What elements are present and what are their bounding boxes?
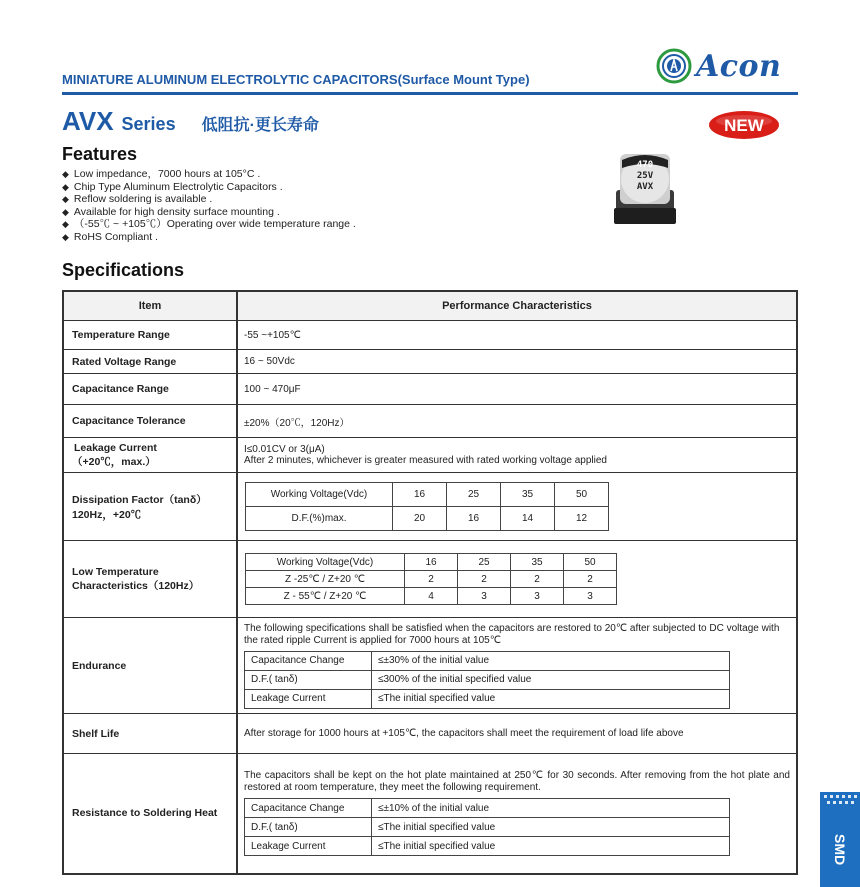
endurance-key: D.F.( tanδ): [245, 670, 372, 689]
shelf-value: After storage for 1000 hours at +105℃, the capacitors shall meet the requirement of load life above: [237, 714, 797, 754]
endurance-val: ≤300% of the initial specified value: [372, 670, 730, 689]
lowtemp-voltage: 16: [405, 554, 458, 571]
feature-item: ◆ Chip Type Aluminum Electrolytic Capacitors .: [62, 181, 356, 194]
solder-key: Capacitance Change: [245, 799, 372, 818]
table-row: [63, 714, 797, 754]
solder-value: [237, 754, 797, 874]
feature-item: ◆ Reflow soldering is available .: [62, 193, 356, 206]
solder-text: The capacitors shall be kept on the hot plate maintained at 250℃ for 30 seconds. After removing from the hot plate and restored at room temperature, they meet the following requirement.: [244, 770, 790, 794]
leakage-line-1: I≤0.01CV or 3(μA): [244, 444, 325, 455]
series-word: Series: [121, 114, 176, 134]
endurance-val: ≤±30% of the initial value: [372, 651, 730, 670]
solder-label: Resistance to Soldering Heat: [63, 754, 237, 874]
lowtemp-val: 2: [511, 571, 564, 588]
series-cn-subtitle: 低阻抗·更长寿命: [201, 117, 319, 134]
feature-item: ◆ （-55℃ ~ +105℃）Operating over wide temperature range .: [62, 218, 356, 231]
table-row: [63, 541, 797, 618]
df-value: [237, 473, 797, 541]
lowtemp-table: [245, 553, 617, 605]
df-val: 20: [393, 507, 447, 531]
series-title: [62, 106, 319, 137]
leakage-label-1: Leakage Current: [74, 441, 157, 454]
table-row: [63, 754, 797, 874]
endurance-val: ≤The initial specified value: [372, 689, 730, 708]
df-label-2: 120Hz，+20℃: [72, 508, 142, 521]
solder-key: Leakage Current: [245, 837, 372, 856]
df-label-1: Dissipation Factor（tanδ）: [72, 493, 207, 506]
header-rule: [62, 92, 798, 95]
smd-tab-label: SMD: [832, 834, 848, 866]
df-voltage: 35: [501, 483, 555, 507]
brand-name: Acon: [696, 48, 782, 84]
new-badge: [708, 110, 780, 140]
feature-item: ◆ Available for high density surface mounting .: [62, 206, 356, 219]
leakage-line-2: After 2 minutes, whichever is greater measured with rated working voltage applied: [244, 455, 607, 466]
endurance-text: The following specifications shall be satisfied when the capacitors are restored to 20℃ after subjected to DC voltage with the rated ripple Current is applied for 7000 hours at 105℃: [244, 622, 780, 646]
new-badge-label: NEW: [724, 116, 764, 135]
cap-mark-3: AVX: [636, 182, 654, 192]
tolerance-label: Capacitance Tolerance: [63, 405, 237, 438]
table-header-row: [63, 291, 797, 321]
feature-item: ◆ Low impedance，7000 hours at 105°C .: [62, 168, 356, 181]
temperature-value: -55 ~+105℃: [237, 321, 797, 350]
lowtemp-voltage: 50: [564, 554, 617, 571]
leakage-label: [63, 438, 237, 473]
endurance-key: Capacitance Change: [245, 651, 372, 670]
header-title: MINIATURE ALUMINUM ELECTROLYTIC CAPACITORS(Surface Mount Type): [62, 72, 530, 87]
solder-val: ≤The initial specified value: [372, 818, 730, 837]
new-badge-shape: [708, 110, 780, 140]
df-row-label: D.F.(%)max.: [246, 507, 393, 531]
solder-val: ≤The initial specified value: [372, 837, 730, 856]
lowtemp-row2-label: Z - 55℃ / Z+20 ℃: [246, 588, 405, 605]
cap-mark-2: 25V: [636, 171, 654, 181]
table-row: [63, 350, 797, 374]
df-val: 12: [555, 507, 609, 531]
specifications-table: [62, 290, 798, 875]
solder-val: ≤±10% of the initial value: [372, 799, 730, 818]
voltage-value: 16 ~ 50Vdc: [237, 350, 797, 374]
lowtemp-val: 3: [564, 588, 617, 605]
feature-item: ◆ RoHS Compliant .: [62, 231, 356, 244]
capacitor-image: [614, 150, 676, 226]
features-list: [62, 168, 356, 244]
endurance-label: Endurance: [63, 618, 237, 714]
table-row: [63, 321, 797, 350]
table-row: [63, 374, 797, 405]
col-perf-header: Performance Characteristics: [237, 291, 797, 321]
shelf-label: Shelf Life: [63, 714, 237, 754]
tolerance-value: ±20%（20℃，120Hz）: [237, 405, 797, 438]
lowtemp-row1-label: Z -25℃ / Z+20 ℃: [246, 571, 405, 588]
lowtemp-val: 3: [458, 588, 511, 605]
solder-key: D.F.( tanδ): [245, 818, 372, 837]
df-voltage: 25: [447, 483, 501, 507]
df-header: Working Voltage(Vdc): [246, 483, 393, 507]
solder-table: [244, 798, 730, 856]
df-val: 14: [501, 507, 555, 531]
lowtemp-value: [237, 541, 797, 618]
acon-logo-icon: [656, 48, 692, 84]
capacitance-label: Capacitance Range: [63, 374, 237, 405]
table-row: [63, 473, 797, 541]
lowtemp-label-2: Characteristics（120Hz）: [72, 579, 200, 592]
capacitance-value: 100 ~ 470μF: [237, 374, 797, 405]
endurance-table: [244, 651, 730, 709]
lowtemp-val: 2: [405, 571, 458, 588]
specifications-heading: Specifications: [62, 260, 185, 280]
lowtemp-header: Working Voltage(Vdc): [246, 554, 405, 571]
endurance-value: [237, 618, 797, 714]
series-name: AVX: [62, 106, 114, 136]
lowtemp-voltage: 25: [458, 554, 511, 571]
endurance-key: Leakage Current: [245, 689, 372, 708]
leakage-value: [237, 438, 797, 473]
table-row: [63, 405, 797, 438]
df-voltage: 50: [555, 483, 609, 507]
lowtemp-label-1: Low Temperature: [72, 565, 159, 578]
df-val: 16: [447, 507, 501, 531]
cap-mark-1: 470: [636, 160, 654, 170]
df-voltage: 16: [393, 483, 447, 507]
temperature-label: Temperature Range: [63, 321, 237, 350]
table-row: [63, 618, 797, 714]
lowtemp-val: 2: [564, 571, 617, 588]
lowtemp-val: 4: [405, 588, 458, 605]
voltage-label: Rated Voltage Range: [63, 350, 237, 374]
tab-pattern-icon: [820, 792, 860, 814]
brand-logo: [656, 48, 781, 84]
lowtemp-voltage: 35: [511, 554, 564, 571]
table-row: [63, 438, 797, 473]
leakage-label-2: （+20℃，max.）: [72, 455, 156, 468]
df-label: [63, 473, 237, 541]
lowtemp-label: [63, 541, 237, 618]
lowtemp-val: 2: [458, 571, 511, 588]
df-table: [245, 482, 609, 531]
features-heading: Features: [62, 144, 138, 164]
col-item-header: Item: [63, 291, 237, 321]
lowtemp-val: 3: [511, 588, 564, 605]
